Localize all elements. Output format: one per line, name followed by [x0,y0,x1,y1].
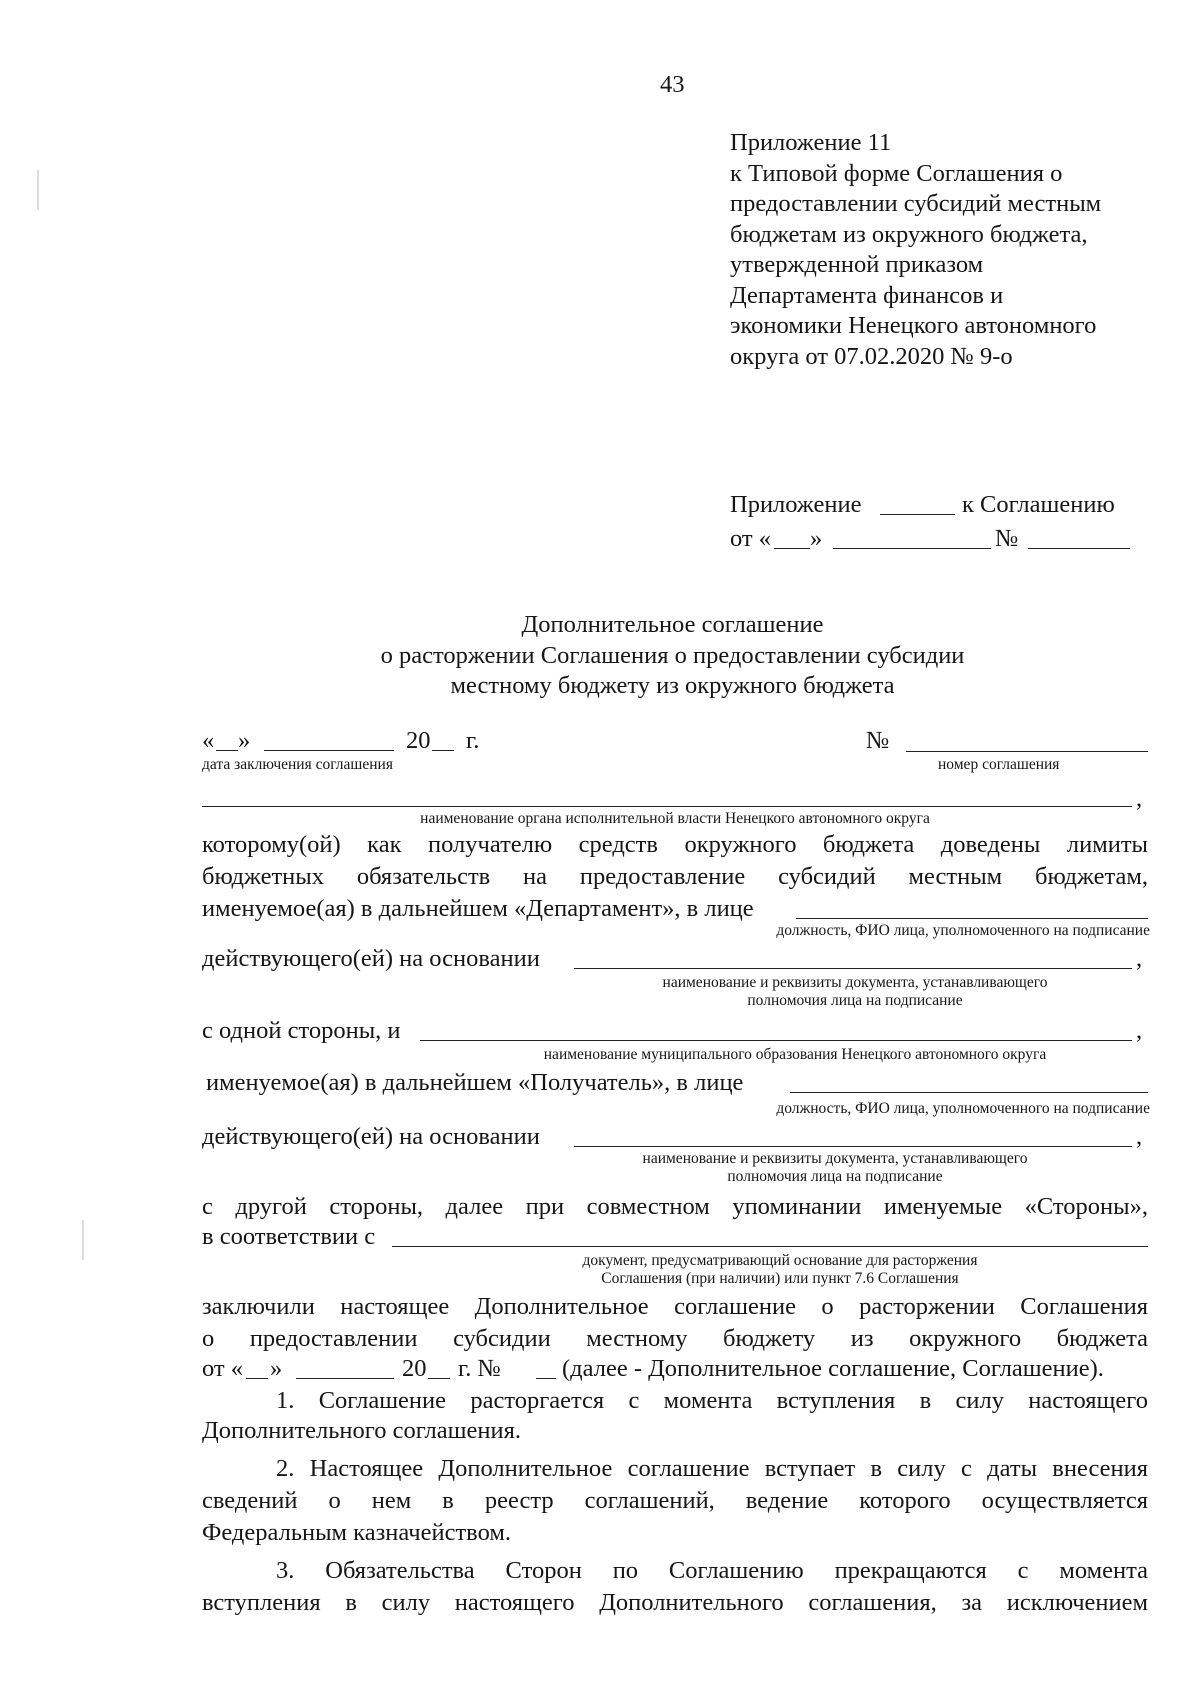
caption-basis: документ, предусматривающий основание для расторжения [582,1252,978,1269]
date-open-quote: « [202,727,215,754]
appendix-header-line: предоставлении субсидий местным [730,190,1102,217]
fill-line [246,1378,268,1379]
caption-document: полномочия лица на подписание [727,1168,943,1185]
item-line: Дополнительного соглашения. [202,1417,521,1444]
appendix-header [730,128,1101,372]
date-year-prefix: 20 [406,727,431,754]
paragraph-line: действующего(ей) на основании [202,945,540,972]
fill-line [574,968,1132,969]
fill-line [536,1378,556,1379]
agreement-ref-number: № [995,525,1019,552]
paragraph-line: от « [202,1355,244,1382]
paragraph-line: которому(ой) как получателю средств окружного бюджета доведены лимиты [202,831,1148,858]
fill-line [216,750,238,751]
fill-line [392,1246,1148,1247]
paragraph-text: 20 [402,1355,427,1382]
date-caption: дата заключения соглашения [202,756,393,773]
comma: , [1136,1123,1143,1150]
date-year-suffix: г. [466,727,480,754]
fill-line [790,1092,1148,1093]
item-line: 3. Обязательства Сторон по Соглашению прекращаются с момента [276,1557,1148,1584]
scan-mark [82,1220,84,1260]
appendix-header-line: бюджетам из окружного бюджета, [730,220,1088,248]
caption-official: должность, ФИО лица, уполномоченного на подписание [776,922,1150,939]
paragraph-line: именуемое(ая) в дальнейшем «Департамент», в лице [202,895,754,922]
paragraph-line: бюджетных обязательств на предоставление субсидий местным бюджетам, [202,863,1148,890]
paragraph-text: » [270,1355,283,1382]
number-caption: номер соглашения [938,756,1060,773]
date-close-quote: » [238,727,251,754]
caption-document: полномочия лица на подписание [747,992,963,1009]
fill-line [774,548,810,549]
caption-organ: наименование органа исполнительной власти Ненецкого автономного округа [420,810,930,827]
appendix-header-line: утвержденной приказом [730,251,984,278]
fill-line [296,1378,394,1379]
fill-line [574,1146,1132,1147]
appendix-header-line: округа от 07.02.2020 № 9-о [730,342,1013,370]
paragraph-line: в соответствии с [202,1223,376,1250]
appendix-header-line: Приложение 11 [730,129,892,156]
agreement-ref-to: к Соглашению [962,491,1115,518]
paragraph-text: г. № [458,1355,501,1382]
fill-line [906,751,1148,752]
fill-line [420,1040,1132,1041]
paragraph-line: с одной стороны, и [202,1017,401,1044]
comma: , [1136,945,1143,972]
caption-basis: Соглашения (при наличии) или пункт 7.6 Соглашения [601,1270,959,1287]
item-line: вступления в силу настоящего Дополнительного соглашения, за исключением [202,1589,1148,1616]
caption-document: наименование и реквизиты документа, устанавливающего [642,1150,1028,1167]
fill-line [428,1378,450,1379]
item-line: Федеральным казначейством. [202,1519,511,1546]
fill-line [1028,548,1130,549]
fill-line [432,750,454,751]
document-title [0,610,1200,702]
agreement-ref-label: Приложение [730,491,862,518]
title-line: о расторжении Соглашения о предоставлении субсидии [380,641,965,669]
scan-mark [37,170,39,210]
fill-line [264,750,394,751]
appendix-header-line: Департамента финансов и [730,281,1004,309]
caption-municipality: наименование муниципального образования Ненецкого автономного округа [543,1046,1047,1063]
fill-line [796,918,1148,919]
comma: , [1136,1017,1143,1044]
paragraph-line: заключили настоящее Дополнительное соглашение о расторжении Соглашения [202,1293,1148,1320]
title-line: местному бюджету из окружного бюджета [450,672,895,699]
paragraph-line: действующего(ей) на основании [202,1123,540,1150]
fill-line [880,514,955,515]
comma: , [1136,785,1143,812]
caption-official: должность, ФИО лица, уполномоченного на подписание [776,1100,1150,1117]
agreement-ref-from: от « [730,525,772,552]
paragraph-line: с другой стороны, далее при совместном упоминании именуемые «Стороны», [202,1193,1148,1220]
item-line: сведений о нем в реестр соглашений, ведение которого осуществляется [202,1487,1148,1514]
paragraph-line: именуемое(ая) в дальнейшем «Получатель», в лице [206,1069,744,1096]
appendix-header-line: экономики Ненецкого автономного [730,312,1097,339]
paragraph-text: (далее - Дополнительное соглашение, Соглашение). [562,1355,1104,1382]
agreement-ref-quote: » [810,525,823,552]
title-line: Дополнительное соглашение [521,611,824,638]
fill-line [833,548,991,549]
item-line: 2. Настоящее Дополнительное соглашение вступает в силу с даты внесения [276,1455,1148,1482]
caption-document: наименование и реквизиты документа, устанавливающего [662,974,1048,991]
fill-line [202,806,1132,807]
item-line: 1. Соглашение расторгается с момента вступления в силу настоящего [276,1387,1148,1414]
appendix-header-line: к Типовой форме Соглашения о [730,159,1063,187]
paragraph-line: о предоставлении субсидии местному бюджету из окружного бюджета [202,1325,1148,1352]
number-sign: № [866,727,890,754]
page-number: 43 [660,71,685,98]
